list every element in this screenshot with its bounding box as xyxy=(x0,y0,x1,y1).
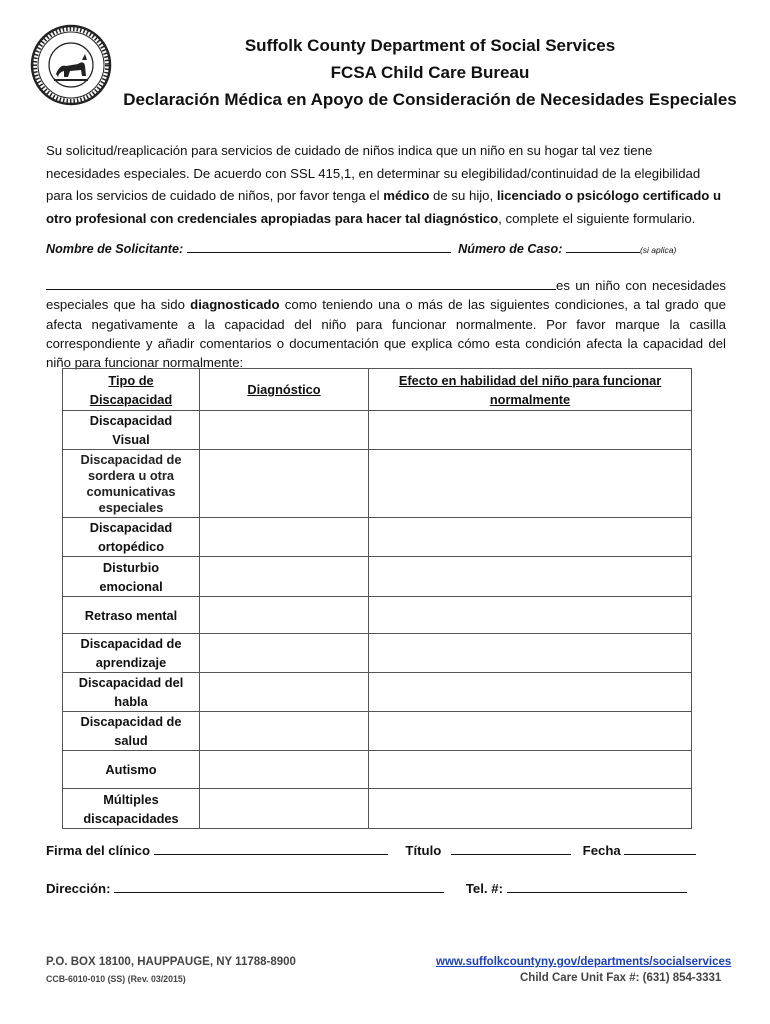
effect-cell[interactable] xyxy=(369,518,692,557)
diagnosis-cell[interactable] xyxy=(200,557,369,597)
county-seal xyxy=(30,24,112,106)
diagnosis-cell[interactable] xyxy=(200,634,369,673)
agency-title: Suffolk County Department of Social Services xyxy=(244,36,616,55)
diagnosis-cell[interactable] xyxy=(200,712,369,751)
col-header-effect: Efecto en habilidad del niño para funcionar normalmente xyxy=(369,369,692,411)
signature-label: Firma del clínico xyxy=(46,843,151,858)
effect-cell[interactable] xyxy=(369,673,692,712)
table-row xyxy=(63,789,692,829)
title-label: Título xyxy=(405,843,442,858)
child-name-field[interactable] xyxy=(46,276,556,290)
table-row xyxy=(63,450,692,518)
table-row xyxy=(63,673,692,712)
table-row xyxy=(63,597,692,634)
col-header-type: Tipo de Discapacidad xyxy=(63,369,200,411)
effect-cell[interactable] xyxy=(369,789,692,829)
disability-type-cell: Discapacidad ortopédico xyxy=(63,518,200,557)
applicant-name-field[interactable] xyxy=(187,252,451,253)
disability-type-cell: Múltiples discapacidades xyxy=(63,789,200,829)
applicant-line xyxy=(46,242,726,256)
case-number-field[interactable] xyxy=(566,252,640,253)
intro-paragraph: Su solicitud/reaplicación para servicios de cuidado de niños indica que un niño en su hogar tal vez tiene necesidades especiales. De acuerdo con SSL 415,1, en determinar su elegibilidad/continuidad de la elegibilidad para los servicios de cuidado de niños, por favor tenga el médico de su hijo, licenciado o psicólogo certificado u otro profesional con credenciales apropiadas para hacer tal diagnóstico, complete el siguiente formulario. xyxy=(46,143,722,226)
effect-cell[interactable] xyxy=(369,634,692,673)
diagnosis-cell[interactable] xyxy=(200,518,369,557)
case-note: (si aplica) xyxy=(639,245,677,255)
effect-cell[interactable] xyxy=(369,557,692,597)
signature-row xyxy=(46,843,726,858)
website-link[interactable]: www.suffolkcountyny.gov/departments/socialservices xyxy=(436,956,732,968)
disability-type-cell: Discapacidad Visual xyxy=(63,411,200,450)
po-box: P.O. BOX 18100, HAUPPAUGE, NY 11788-8900 xyxy=(46,956,296,968)
phone-field[interactable] xyxy=(507,892,687,893)
form-id: CCB-6010-010 (SS) (Rev. 03/2015) xyxy=(46,974,186,984)
bureau-title: FCSA Child Care Bureau xyxy=(330,63,530,82)
diagnosis-cell[interactable] xyxy=(200,751,369,789)
table-row xyxy=(63,518,692,557)
disability-type-cell: Discapacidad de salud xyxy=(63,712,200,751)
fax-number: Child Care Unit Fax #: (631) 854-3331 xyxy=(520,972,722,984)
effect-cell[interactable] xyxy=(369,751,692,789)
date-label: Fecha xyxy=(582,843,621,858)
phone-label: Tel. #: xyxy=(465,881,503,896)
document-header xyxy=(110,32,750,113)
table-row xyxy=(63,634,692,673)
table-row xyxy=(63,411,692,450)
table-row xyxy=(63,712,692,751)
disability-type-cell: Disturbio emocional xyxy=(63,557,200,597)
effect-cell[interactable] xyxy=(369,411,692,450)
diagnosis-cell[interactable] xyxy=(200,411,369,450)
table-row xyxy=(63,751,692,789)
table-row xyxy=(63,557,692,597)
address-field[interactable] xyxy=(114,892,444,893)
effect-cell[interactable] xyxy=(369,712,692,751)
disability-type-cell: Retraso mental xyxy=(63,597,200,634)
disability-type-cell: Discapacidad del habla xyxy=(63,673,200,712)
case-number-label: Número de Caso: xyxy=(458,242,563,256)
diagnosis-cell[interactable] xyxy=(200,597,369,634)
diagnosis-cell[interactable] xyxy=(200,673,369,712)
form-title: Declaración Médica en Apoyo de Consideración de Necesidades Especiales xyxy=(123,90,737,109)
date-field[interactable] xyxy=(624,854,696,855)
disability-type-cell: Autismo xyxy=(63,751,200,789)
diagnosis-cell[interactable] xyxy=(200,789,369,829)
condition-paragraph: es un niño con necesidades especiales que ha sido diagnosticado como teniendo una o más de las siguientes condiciones, a tal grado que afecta negativamente a la capacidad del niño para funcionar normalmente. Por favor marque la casilla correspondiente y añadir comentarios o documentación que explica cómo esta condición afecta la capacidad del niño para funcionar normalmente: xyxy=(46,278,726,371)
diagnosis-cell[interactable] xyxy=(200,450,369,518)
disability-type-cell: Discapacidad de sordera u otra comunicativas especiales xyxy=(63,450,200,518)
address-row xyxy=(46,881,726,896)
applicant-name-label: Nombre de Solicitante: xyxy=(46,242,184,256)
signature-field[interactable] xyxy=(154,854,388,855)
col-header-diagnosis: Diagnóstico xyxy=(200,369,369,411)
title-field[interactable] xyxy=(451,854,571,855)
effect-cell[interactable] xyxy=(369,450,692,518)
effect-cell[interactable] xyxy=(369,597,692,634)
address-label: Dirección: xyxy=(46,881,111,896)
disability-table xyxy=(62,368,692,829)
disability-type-cell: Discapacidad de aprendizaje xyxy=(63,634,200,673)
